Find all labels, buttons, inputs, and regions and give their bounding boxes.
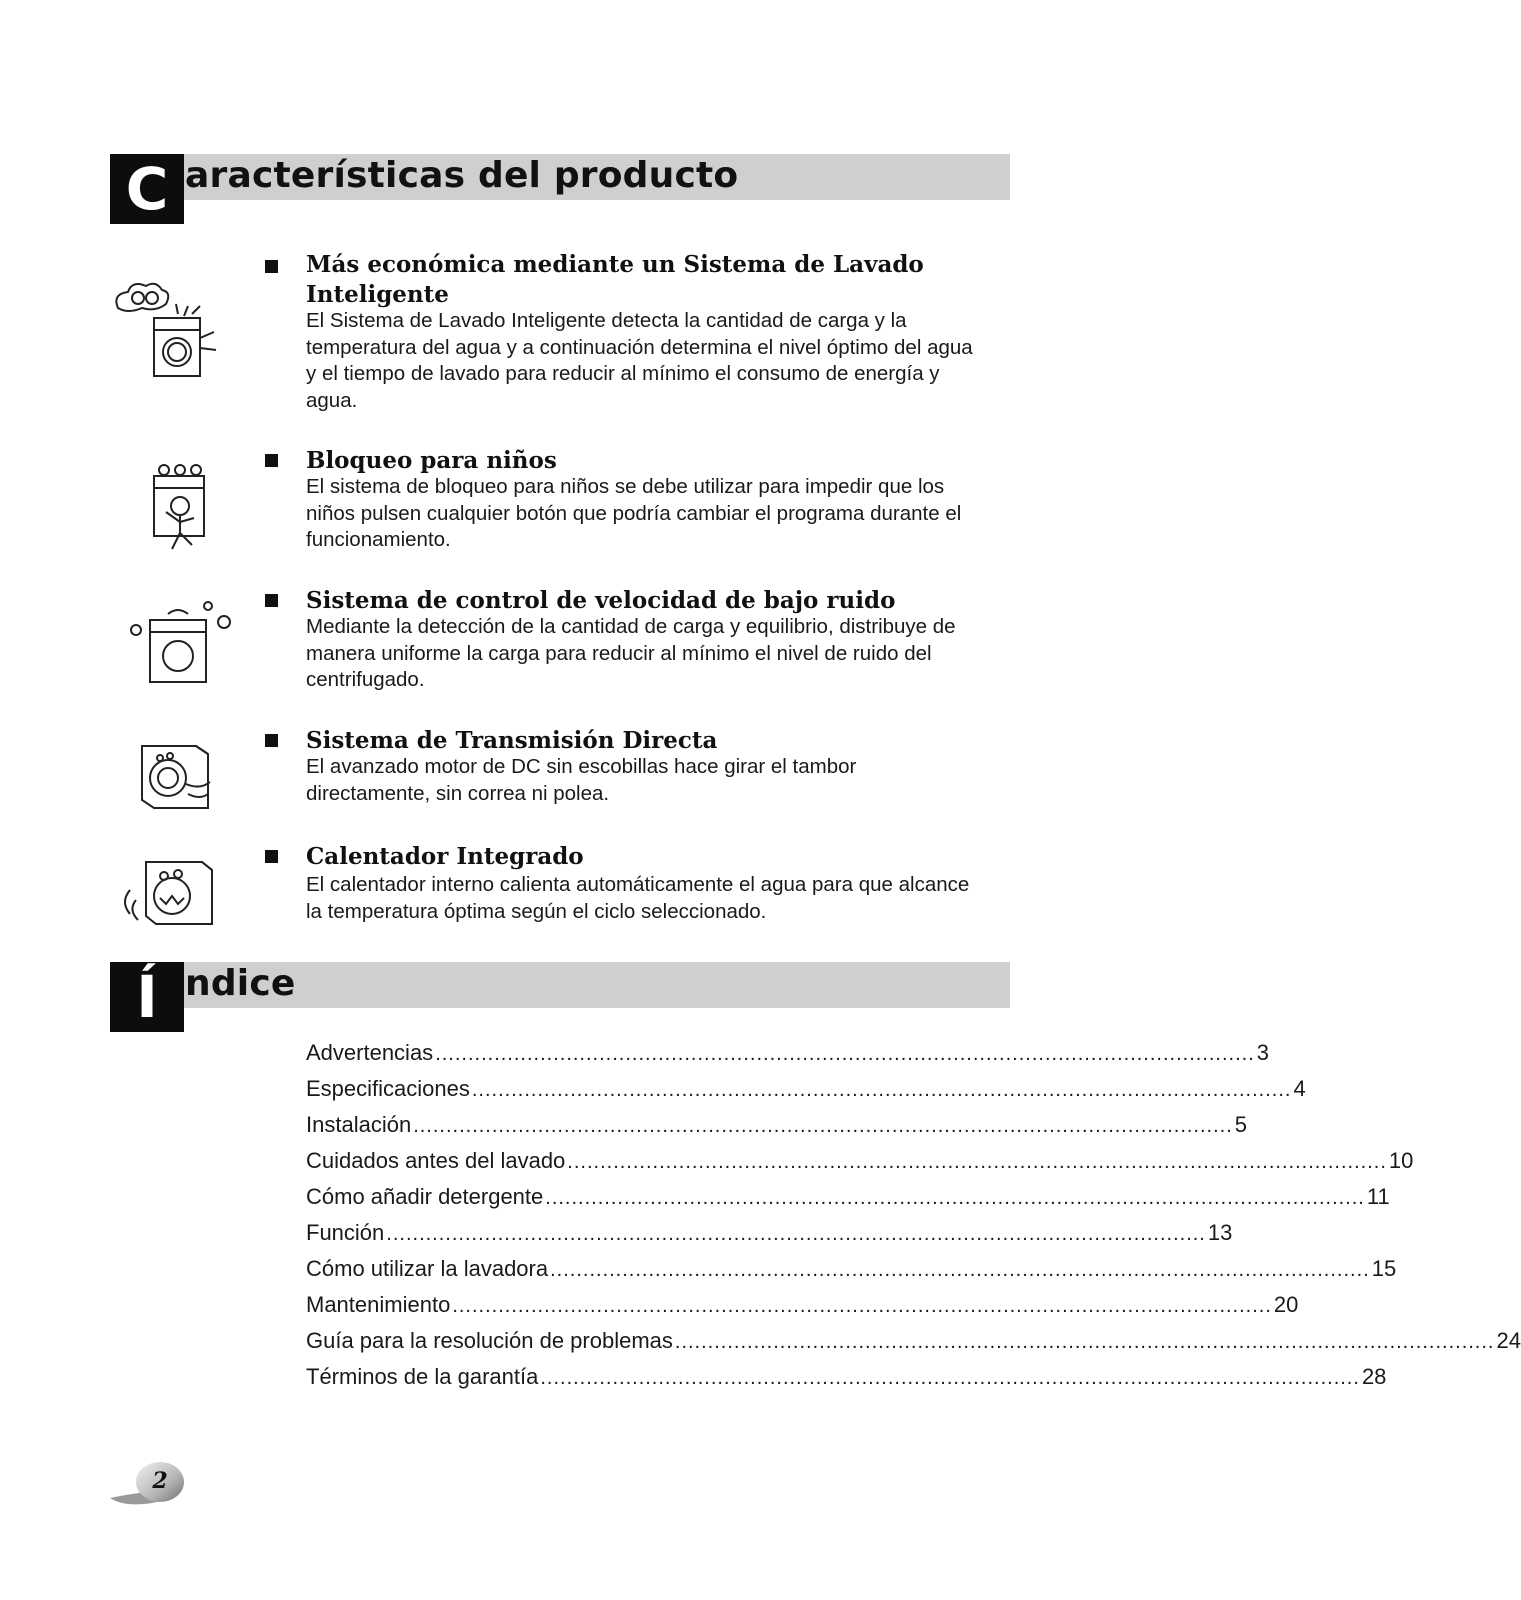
toc-page-number: 28	[1361, 1364, 1387, 1389]
child-lock-icon	[108, 462, 238, 562]
toc-entry[interactable]	[306, 1076, 1306, 1112]
toc-page-number: 20	[1273, 1292, 1299, 1317]
toc-entry[interactable]	[306, 1256, 1397, 1292]
header-initial-box	[110, 154, 184, 224]
toc-page-number: 13	[1207, 1220, 1233, 1245]
toc-label: Cómo añadir detergente	[306, 1184, 544, 1209]
toc-page-number: 15	[1371, 1256, 1397, 1281]
feature-description: El sistema de bloqueo para niños se debe utilizar para impedir que los niños pulsen cualquier botón que podría cambiar el programa durante el funcionamiento.	[306, 475, 962, 551]
toc-entry[interactable]	[306, 1364, 1387, 1400]
toc-label: Mantenimiento	[306, 1292, 451, 1317]
toc-leader-dots: .............................................................................................................................	[413, 1115, 1233, 1137]
feature-title: Calentador Integrado	[306, 843, 584, 870]
bullet-icon	[265, 734, 278, 747]
toc-leader-dots: .............................................................................................................................	[540, 1367, 1360, 1389]
toc-leader-dots: .............................................................................................................................	[471, 1079, 1292, 1101]
bullet-icon	[265, 454, 278, 467]
toc-page-number: 4	[1293, 1076, 1306, 1101]
feature-description: El avanzado motor de DC sin escobillas hace girar el tambor directamente, sin correa ni polea.	[306, 755, 857, 805]
toc-label: Función	[306, 1220, 385, 1245]
feature-description: Mediante la detección de la cantidad de carga y equilibrio, distribuye de manera uniforme la carga para reducir al mínimo el nivel de ruido del centrifugado.	[306, 615, 956, 691]
feature-title: Sistema de control de velocidad de bajo ruido	[306, 587, 896, 614]
heater-washer-icon	[108, 850, 238, 950]
page-number: 2	[152, 1468, 168, 1494]
header-initial: Í	[136, 963, 158, 1031]
feature-title: Sistema de Transmisión Directa	[306, 727, 718, 754]
toc-entry[interactable]	[306, 1148, 1414, 1184]
toc-label: Especificaciones	[306, 1076, 470, 1101]
toc-leader-dots: .............................................................................................................................	[567, 1151, 1387, 1173]
toc-entry[interactable]	[306, 1184, 1390, 1220]
low-noise-washer-icon	[108, 600, 238, 700]
toc-label: Instalación	[306, 1112, 412, 1137]
toc-page-number: 24	[1496, 1328, 1521, 1353]
bullet-icon	[265, 850, 278, 863]
section-title-index: ndice	[185, 963, 296, 1004]
toc-entry[interactable]	[306, 1328, 1521, 1364]
toc-leader-dots: .............................................................................................................................	[452, 1295, 1272, 1317]
section-title-features: aracterísticas del producto	[185, 155, 739, 196]
toc-label: Cuidados antes del lavado	[306, 1148, 566, 1173]
toc-label: Cómo utilizar la lavadora	[306, 1256, 549, 1281]
feature-description: El Sistema de Lavado Inteligente detecta la cantidad de carga y la temperatura del agua y a continuación determina el nivel óptimo del agua y el tiempo de lavado para reducir al mínimo el consumo de energía y agua.	[306, 309, 973, 412]
toc-page-number: 10	[1388, 1148, 1414, 1173]
bullet-icon	[265, 260, 278, 273]
toc-label: Advertencias	[306, 1040, 434, 1065]
toc-leader-dots: .............................................................................................................................	[435, 1043, 1255, 1065]
toc-page-number: 5	[1234, 1112, 1248, 1137]
toc-entry[interactable]	[306, 1040, 1270, 1076]
toc-entry[interactable]	[306, 1220, 1233, 1256]
toc-label: Guía para la resolución de problemas	[306, 1328, 673, 1353]
header-bar	[182, 962, 1010, 1008]
header-initial: C	[125, 155, 169, 223]
washer-smart-icon	[108, 278, 238, 378]
table-of-contents	[306, 1040, 1521, 1400]
toc-label: Términos de la garantía	[306, 1364, 539, 1389]
toc-leader-dots: .............................................................................................................................	[674, 1331, 1495, 1353]
direct-drive-washer-icon	[108, 734, 238, 834]
feature-title: Bloqueo para niños	[306, 447, 557, 474]
page-number-badge	[108, 1460, 188, 1508]
bullet-icon	[265, 594, 278, 607]
toc-page-number: 3	[1256, 1040, 1270, 1065]
toc-leader-dots: .............................................................................................................................	[550, 1259, 1370, 1281]
toc-entry[interactable]	[306, 1112, 1248, 1148]
toc-leader-dots: .............................................................................................................................	[545, 1187, 1365, 1209]
feature-title: Más económica mediante un Sistema de Lavado Inteligente	[306, 251, 924, 308]
toc-page-number: 11	[1366, 1184, 1390, 1209]
toc-leader-dots: .............................................................................................................................	[386, 1223, 1206, 1245]
toc-entry[interactable]	[306, 1292, 1299, 1328]
feature-description: El calentador interno calienta automáticamente el agua para que alcance la temperatura óptima según el ciclo seleccionado.	[306, 873, 970, 923]
header-initial-box	[110, 962, 184, 1032]
